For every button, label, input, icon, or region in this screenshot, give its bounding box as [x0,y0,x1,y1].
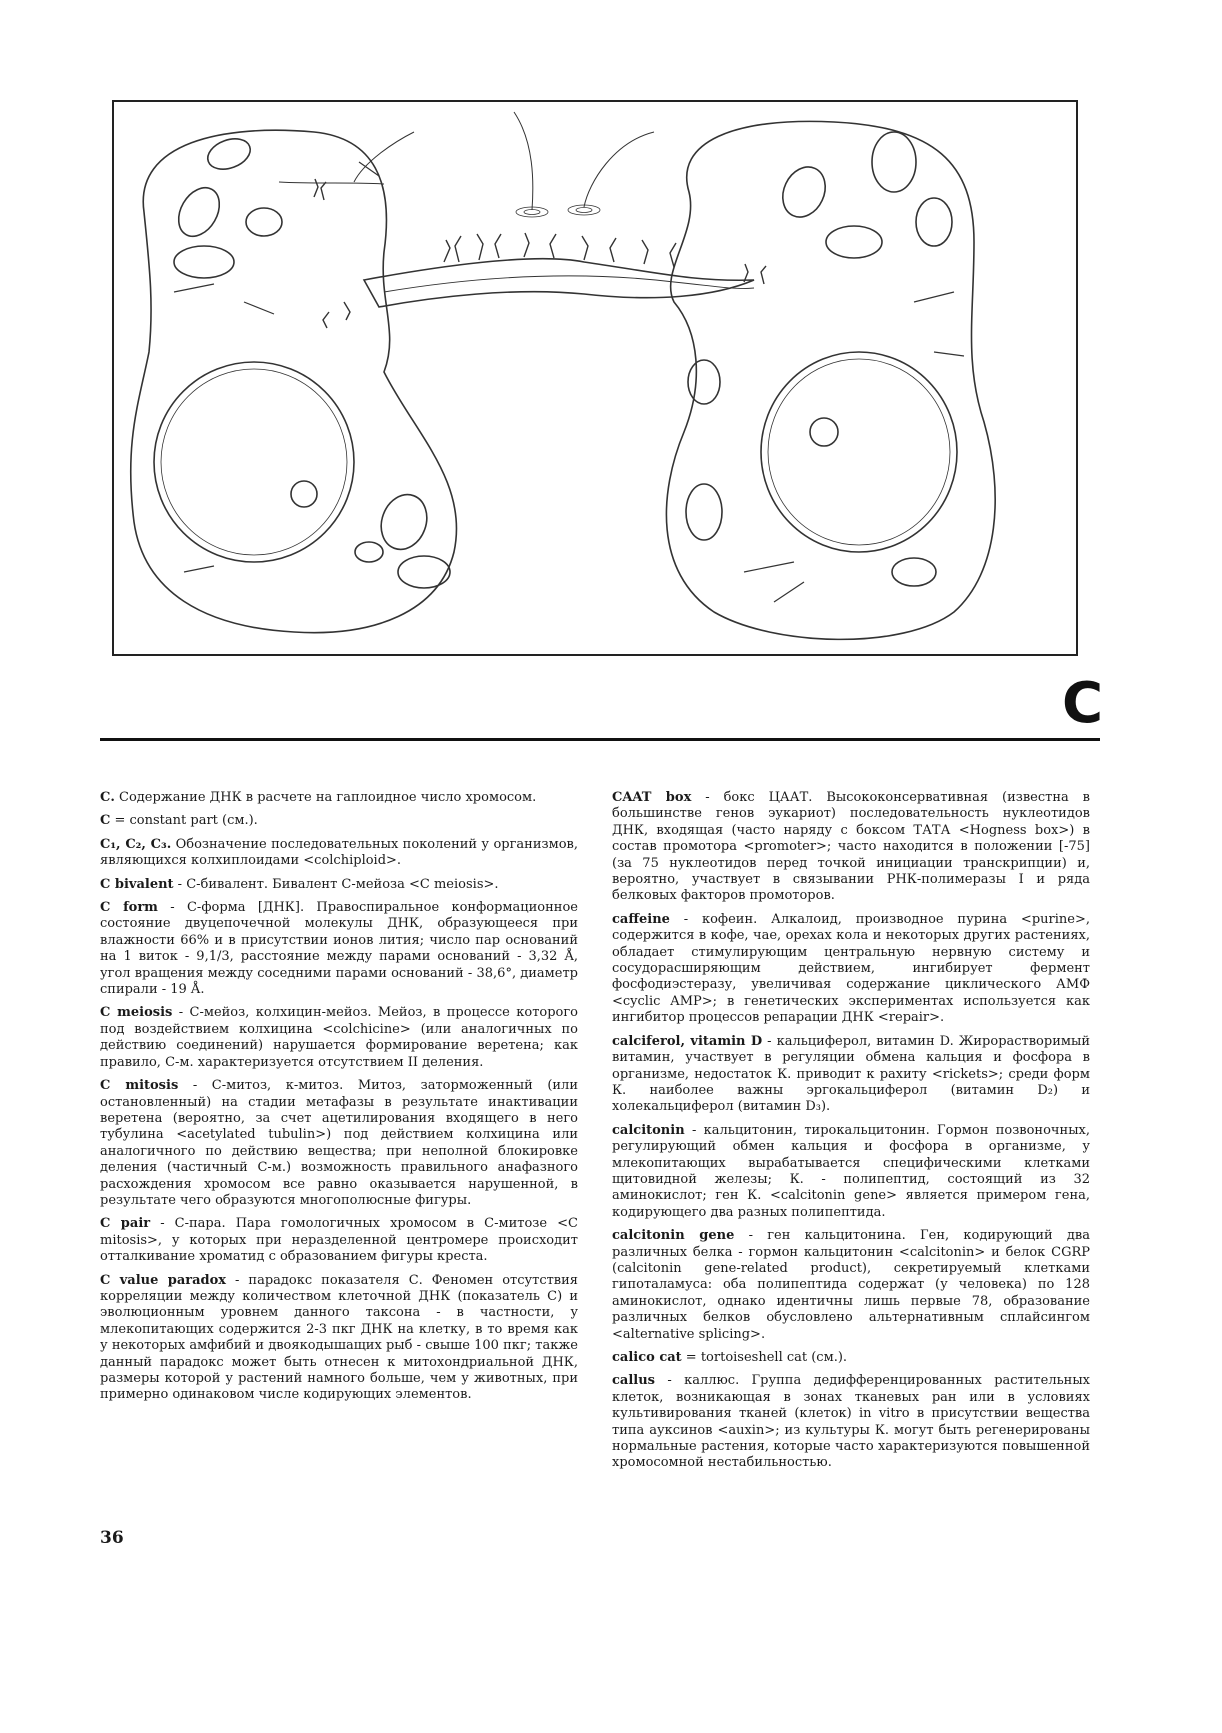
left-nucleus-inner [161,369,347,555]
dictionary-entry [100,1216,578,1265]
left-nucleolus [291,481,317,507]
entry-definition: Содержание ДНК в расчете на гаплоидное число хромосом. [114,790,537,805]
entry-definition: - парадокс показателя С. Феномен отсутствия корреляции между количеством клеточной ДНК (показатель С) и эволюционным уровнем данного таксона - в частности, у млекопитающих содержится 2-3 пкг ДНК на клетку, в то время как у некоторых амфибий и двоякодышащих рыб - свыше 100 пкг; также данный парадокс может быть отнесен к митохондриальной ДНК, размеры которой у растений намного больше, чем у животных, при примерно одинаковом числе кодирующих элементов. [100,1272,578,1403]
entry-definition: - каллюс. Группа дедифференцированных растительных клеток, возникающая в зонах тканевых ран или в условиях культивирования тканей (клеток) in vitro в присутствии вещества типа ауксинов <auxin>; из культуры К. могут быть регенерированы нормальные растения, которые часто характеризуются повышенной хромосомной нестабильностью. [612,1373,1090,1471]
entry-definition: - С-митоз, к-митоз. Митоз, заторможенный (или остановленный) на стадии метафазы в результате инактивации веретена (вероятно, за счет ацетилирования входящего в него тубулина <acetylated tubulin>) под действием колхицина или аналогичного по действию вещества; при неполной блокировке деления (частичный С-м.) возможность правильного анафазного расхождения хромосом все равно оказывается нарушенной, в результате чего образуются многополюсные фигуры. [100,1078,578,1208]
entry-term: calcitonin gene [612,1228,735,1244]
entry-definition: - кофеин. Алкалоид, производное пурина <purine>, содержится в кофе, чае, орехах кола и некоторых других растениях, обладает стимулирующим центральную нервную систему и сосудорасширяющим действием, ингибирует фермент фосфодиэстеразу, увеличивая содержание циклического АМФ <cyclic AMP>; в генетических экспериментах используется как ингибитор процессов репарации ДНК <repair>. [612,911,1090,1026]
dictionary-entry [100,1273,578,1404]
right-column [612,790,1090,1479]
entry-definition: - бокс ЦААТ. Высококонсервативная (известна в большинстве генов эукариот) последовательность нуклеотидов ДНК, входящая (часто наряду с боксом ТАТА <Hogness box>) в состав промотора <promoter>; часто находится в положении [-75] (за 75 нуклеотидов перед точкой инициации транскрипции) и, вероятно, участвует в связывании РНК-полимеразы I и ряда белковых факторов промоторов. [612,790,1090,904]
right-cell-membrane [666,121,995,639]
entry-term: С bivalent [100,876,174,892]
dictionary-entry [612,1373,1090,1471]
entry-definition: - кальцитонин, тирокальцитонин. Гормон позвоночных, регулирующий обмен кальция и фосфора в организме, у млекопитающих вырабатывается специфическими клетками щитовидной железы; К. - полипептид, состоящий из 32 аминокислот; ген К. <calcitonin gene> является примером гена, кодирующего два разных полипептида. [612,1122,1090,1220]
dictionary-entry [612,790,1090,905]
entry-term: С. [100,790,115,805]
entry-definition: - С-бивалент. Бивалент С-мейоза <C meiosis>. [173,876,499,892]
dictionary-entry [612,1123,1090,1221]
cell-drawing [114,102,1076,654]
entry-term: С form [100,900,158,916]
entry-definition: - С-пара. Пара гомологичных хромосом в С-митозе <C mitosis>, у которых при неразделенной центромере происходит отталкивание хроматид с образованием фигуры креста. [100,1216,578,1265]
entry-term: С [100,813,111,829]
entry-definition: - С-форма [ДНК]. Правоспиральное конформационное состояние двуцепочечной молекулы ДНК, образующееся при влажности 66% и в присутствии ионов лития; число пар оснований на 1 виток - 9,1/3, расстояние между парами оснований - 3,32 Å, угол вращения между соседними парами оснований - 38,6°, диаметр спирали - 19 Å. [100,900,578,998]
entry-term: calico cat [612,1350,682,1365]
entry-definition: = tortoiseshell cat (см.). [681,1350,848,1365]
entry-term: caffeine [612,911,670,927]
entry-definition: Обозначение последовательных поколений у организмов, являющихся колхиплоидами <colchiploid>. [100,836,578,869]
left-nucleus [154,362,354,562]
section-rule [100,738,1100,741]
cell-division-illustration [112,100,1078,656]
entry-term: С meiosis [100,1005,173,1021]
dictionary-entry [612,1350,1090,1366]
dictionary-entry [612,912,1090,1027]
left-cell-membrane [131,130,457,632]
page-number: 36 [100,1528,124,1548]
entry-definition: - кальциферол, витамин D. Жирорастворимый витамин, участвует в регуляции обмена кальция и фосфора в организме, недостаток К. приводит к рахиту <rickets>; среди форм К. наиболее важны эргокальциферол (витамин D₂) и холекальциферол (витамин D₃). [612,1033,1090,1115]
entry-term: С pair [100,1216,151,1232]
dictionary-entry [612,1034,1090,1116]
dictionary-entry [612,1228,1090,1343]
dictionary-entry [100,1078,578,1209]
dictionary-entry [100,1005,578,1071]
entry-definition: - С-мейоз, колхицин-мейоз. Мейоз, в процессе которого под воздействием колхицина <colchicine> (или аналогичных по действию соединений) нарушается формирование веретена; как правило, С-м. характеризуется отсутствием II деления. [100,1005,578,1070]
right-nucleus-inner [768,359,950,545]
entry-term: calciferol, vitamin D [612,1033,763,1049]
right-nucleus [761,352,957,552]
entry-term: С mitosis [100,1078,179,1094]
section-letter: C [1062,671,1104,736]
left-column [100,790,578,1411]
right-nucleolus [810,418,838,446]
dictionary-entry [100,813,578,829]
entry-term: С value paradox [100,1272,227,1288]
dictionary-entry [100,877,578,893]
dictionary-entry [100,790,578,806]
entry-term: calcitonin [612,1122,685,1138]
cytoplasmic-bridge [364,259,754,307]
entry-term: CAAT box [612,790,692,805]
entry-definition: - ген кальцитонина. Ген, кодирующий два различных белка - гормон кальцитонин <calcitonin> и белок CGRP (calcitonin gene-related product), секретируемый клетками гипоталамуса: оба полипептида содержат (у человека) по 128 аминокислот, однако идентичны лишь первые 78, образование различных белков обусловлено альтернативным сплайсингом <alternative splicing>. [612,1228,1090,1342]
entry-definition: = constant part (см.). [110,813,258,829]
entry-term: callus [612,1373,655,1389]
dictionary-entry [100,900,578,998]
entry-term: С₁, С₂, С₃. [100,836,172,852]
dictionary-entry [100,837,578,870]
